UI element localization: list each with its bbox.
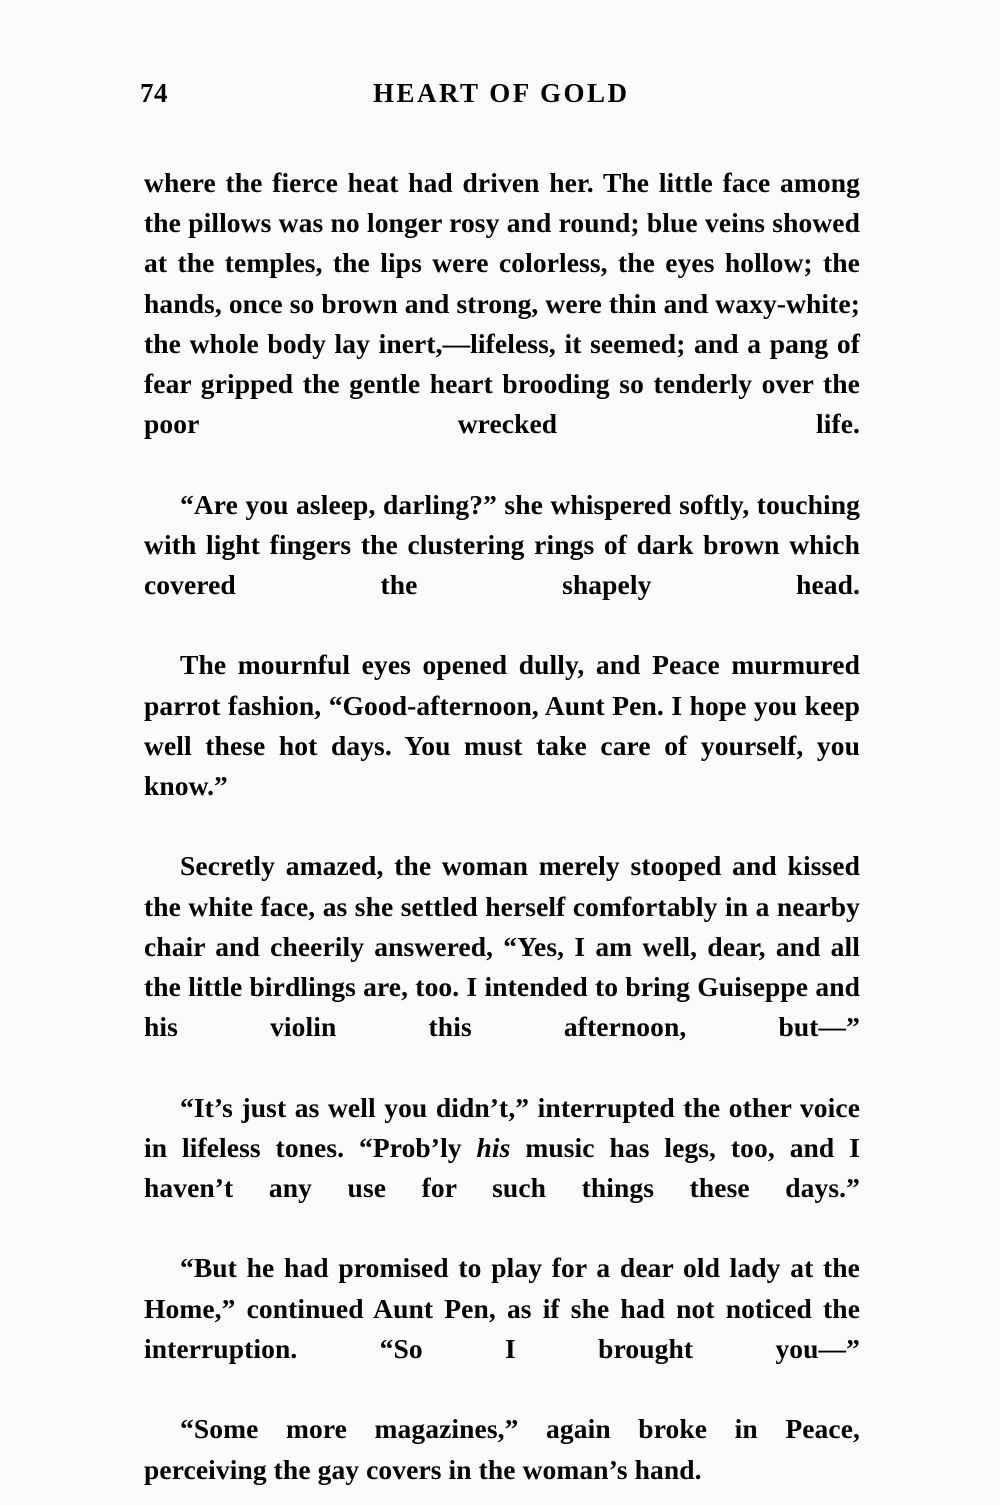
paragraph-part: music has legs, too, and I haven’t any use for such things these days.” xyxy=(144,1131,860,1204)
paragraph: “Some more magazines,” again broke in Peace, perceiving the gay covers in the woman’s hand. xyxy=(144,1413,860,1485)
paragraph: “But he had promised to play for a dear old lady at the Home,” continued Aunt Pen, as if she had not noticed the interruption. “So I brought you—” xyxy=(144,1252,860,1364)
paragraph xyxy=(144,1088,860,1249)
page-header xyxy=(140,78,860,118)
paragraph: The mournful eyes opened dully, and Peace murmured parrot fashion, “Good-afternoon, Aunt Pen. I hope you keep well these hot days. You must take care of yourself, you know.” xyxy=(144,649,860,802)
paragraph: Secretly amazed, the woman merely stooped and kissed the white face, as she settled herself comfortably in a nearby chair and cheerily answered, “Yes, I am well, dear, and all the little birdlings are, too. I intended to bring Guiseppe and his violin this afternoon, but—” xyxy=(144,850,860,1043)
paragraph: “Are you asleep, darling?” she whispered softly, touching with light fingers the clustering rings of dark brown which covered the shapely head. xyxy=(144,488,860,601)
page-body xyxy=(144,163,860,1490)
page-number: 74 xyxy=(140,78,168,108)
emphasized-word: his xyxy=(476,1131,511,1163)
paragraph-part: “It’s just as well you didn’t,” interrupted the other voice in lifeless tones. “Prob’ly xyxy=(144,1091,860,1163)
paragraph: where the fierce heat had driven her. The little face among the pillows was no longer rosy and round; blue veins showed at the temples, the lips were colorless, the eyes hollow; the hands, once so brown and strong, were thin and waxy-white; the whole body lay inert,—lifeless, it seemed; and a pang of fear gripped the gentle heart brooding so tenderly over the poor wrecked life. xyxy=(144,167,860,440)
running-title: HEART OF GOLD xyxy=(372,78,630,108)
